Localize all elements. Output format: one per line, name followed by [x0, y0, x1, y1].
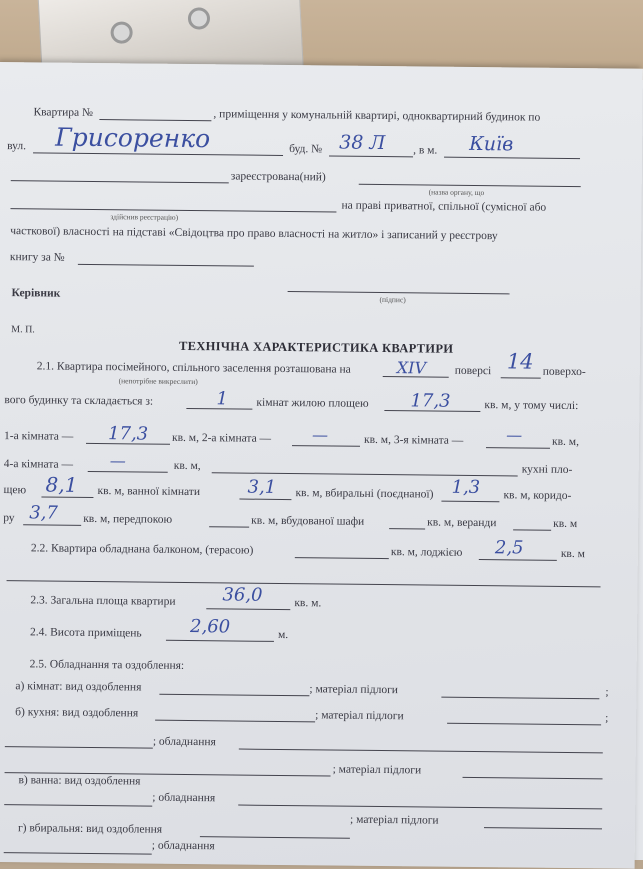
floors-total-field — [501, 377, 541, 378]
register-book-field — [78, 264, 254, 267]
wc-equip-extra — [4, 852, 152, 855]
room2-dash: — — [312, 425, 329, 445]
height-field — [166, 640, 274, 642]
rooms-text: вого будинку та складається з: — [4, 394, 154, 408]
room4-label: 4-а кімната — — [3, 458, 74, 471]
rooms-finish-field — [159, 694, 309, 697]
room4-dash: — — [109, 451, 126, 471]
kitchen-handwritten: 8,1 — [45, 472, 78, 497]
signature-field — [288, 291, 510, 294]
document-page — [0, 62, 643, 869]
floor-label: поверсі — [454, 364, 492, 378]
wc-label: кв. м, вбиральні (поєднаної) — [295, 487, 434, 501]
city-field — [444, 157, 580, 159]
bath-equip-extra — [4, 804, 152, 807]
room1-label: 1-а кімната — — [4, 430, 74, 443]
apartment-number-field — [99, 119, 211, 121]
street-label: вул. — [7, 140, 27, 153]
bath-equip-label: ; обладнання — [152, 791, 216, 805]
kitchen-floor-field — [447, 723, 601, 726]
total-area-handwritten: 36,0 — [222, 584, 263, 606]
wc-field — [441, 501, 499, 503]
floor-handwritten: XIV — [396, 358, 427, 378]
corridor-label: кв. м, коридо- — [503, 489, 572, 503]
stamp-place: М. П. — [11, 324, 35, 336]
including-text: кв. м, у тому числі: — [484, 399, 579, 413]
room4-unit: кв. м, — [173, 459, 201, 473]
height-handwritten: 2,60 — [189, 616, 231, 638]
bath-handwritten: 3,1 — [247, 476, 277, 498]
room3-field — [486, 447, 550, 449]
room2-field — [292, 445, 360, 447]
kitchen-equip-field — [239, 749, 603, 754]
wc-equip-label: ; обладнання — [151, 839, 215, 853]
living-area-text: кімнат жилою площею — [256, 396, 369, 410]
s25-text: 2.5. Обладнання та оздоблення: — [29, 658, 185, 672]
register-book-label: книгу за № — [9, 251, 65, 264]
s23-text: 2.3. Загальна площа квартири — [30, 594, 176, 608]
corridor-handwritten: 3,7 — [29, 502, 59, 524]
living-area-handwritten: 17,3 — [410, 390, 451, 412]
room3-dash: — — [506, 425, 523, 445]
total-area-unit: кв. м. — [294, 597, 322, 610]
bath-label: кв. м, ванної кімнати — [97, 485, 201, 499]
room4-field — [88, 471, 168, 473]
wc-floor-field — [484, 827, 602, 829]
loggia-label: кв. м, лоджією — [390, 546, 463, 559]
bath-floor-field — [463, 777, 603, 779]
floors-word: поверхо- — [542, 365, 586, 379]
registration-field — [11, 180, 229, 183]
ownership-text: на праві приватної, спільної (сумісної або — [341, 199, 547, 214]
registration-hint: здійснив реєстрацію) — [110, 212, 179, 222]
kitchen-equip-label: ; обладнання — [152, 735, 216, 749]
room2-label: кв. м, 2-а кімната — — [172, 431, 272, 445]
rooms-finish-label: а) кімнат: вид оздоблення — [15, 680, 142, 694]
kitchen-label: кухні пло- — [521, 463, 573, 477]
floors-total-handwritten: 14 — [506, 349, 534, 374]
s22-text: 2.2. Квартира обладнана балконом, (терасою) — [30, 542, 254, 557]
s24-text: 2.4. Висота приміщень — [29, 626, 142, 640]
cross-hint: (непотрібне викреслити) — [118, 376, 198, 387]
corridor-field — [23, 524, 81, 526]
room1-handwritten: 17,3 — [108, 423, 149, 445]
binder-hole — [110, 21, 133, 44]
ownership-basis-text: часткової) власності на підставі «Свідоцтва про право власності на житло» і записаний у реєстрову — [10, 225, 498, 243]
balcony-field — [295, 557, 389, 559]
house-handwritten: 38 Л — [339, 131, 386, 155]
bath-equip-field — [238, 805, 602, 810]
wardrobe-label: кв. м, вбудованої шафи — [251, 514, 365, 528]
house-label: буд. № — [289, 143, 323, 156]
rooms-handwritten: 1 — [216, 388, 229, 410]
house-field — [329, 155, 413, 157]
balcony-continuation — [7, 580, 601, 587]
wc-finish-label: г) вбиральня: вид оздоблення — [17, 822, 163, 836]
kitchen-floor-label: ; матеріал підлоги — [315, 709, 404, 723]
head-label: Керівник — [11, 287, 61, 300]
height-unit: м. — [277, 628, 289, 642]
city-label: , в м. — [413, 144, 438, 157]
kitchen-label-2: щею — [3, 484, 27, 497]
city-handwritten: Київ — [469, 132, 514, 156]
semicolon: ; — [605, 712, 609, 725]
kitchen-finish-field — [155, 720, 315, 723]
street-handwritten: Грисоренко — [55, 122, 211, 154]
loggia-field — [479, 559, 557, 561]
veranda-label: кв. м, веранди — [427, 516, 497, 530]
bath-finish-label: в) ванна: вид оздоблення — [18, 774, 141, 788]
registered-label: зареєстрована(ний) — [230, 170, 326, 184]
kitchen-finish-label: б) кухня: вид оздоблення — [15, 706, 139, 720]
bath-floor-label: ; матеріал підлоги — [332, 763, 422, 777]
wc-floor-label: ; матеріал підлоги — [350, 813, 439, 827]
binder-hole — [187, 7, 210, 30]
rooms-floor-field — [441, 697, 599, 700]
organ-hint: (назва органу, що — [428, 187, 485, 198]
rooms-floor-label: ; матеріал підлоги — [309, 683, 399, 697]
total-area-field — [206, 608, 290, 610]
room3-unit: кв. м, — [551, 435, 580, 449]
loggia-handwritten: 2,5 — [494, 537, 524, 559]
hall-label: кв. м, передпокою — [83, 512, 173, 526]
kitchen-extra-field — [5, 746, 153, 749]
veranda-unit: кв. м — [553, 517, 578, 531]
room3-label: кв. м, 3-я кімната — — [364, 433, 464, 447]
wc-handwritten: 1,3 — [451, 476, 481, 499]
corridor-label-2: ру — [3, 512, 15, 525]
section-title: ТЕХНІЧНА ХАРАКТЕРИСТИКА КВАРТИРИ — [178, 338, 454, 356]
registration-organ-field — [359, 184, 581, 187]
wc-finish-field — [200, 836, 350, 839]
veranda-field — [513, 529, 551, 530]
wardrobe-field — [389, 528, 425, 529]
street-field — [33, 152, 283, 156]
hall-field — [209, 526, 249, 527]
loggia-unit: кв. м — [560, 547, 585, 561]
premises-text: , приміщення у комунальній квартирі, одноквартирний будинок по — [213, 108, 541, 124]
bath-field — [239, 499, 291, 501]
semicolon: ; — [605, 686, 609, 699]
s21-text: 2.1. Квартира посімейного, спільного заселення розташована на — [36, 360, 351, 376]
signature-hint: (підпис) — [379, 294, 406, 305]
apartment-label: Квартира № — [33, 106, 94, 119]
